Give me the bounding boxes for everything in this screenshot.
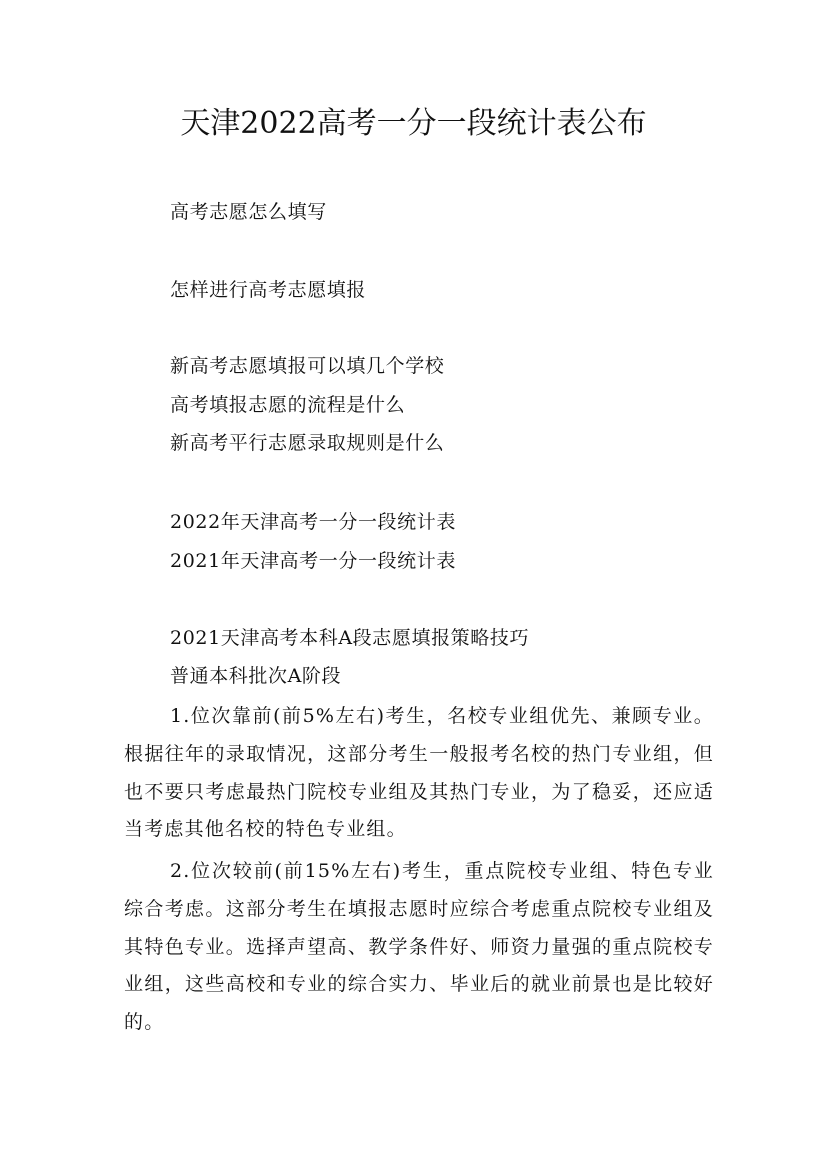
link-2022-score-table[interactable]: 2022年天津高考一分一段统计表	[170, 511, 456, 533]
link-how-to-apply[interactable]: 怎样进行高考志愿填报	[170, 279, 367, 301]
link-parallel-admission-rules[interactable]: 新高考平行志愿录取规则是什么	[170, 432, 445, 454]
section-heading: 2021天津高考本科A段志愿填报策略技巧	[170, 627, 530, 649]
document-title: 天津2022高考一分一段统计表公布	[180, 106, 647, 141]
paragraph-2: 2.位次较前(前15%左右)考生，重点院校专业组、特色专业综合考虑。这部分考生在填报志愿时应综合考虑重点院校专业组及其特色专业。选择声望高、教学条件好、师资力量强的重点院校专业组，这些高校和专业的综合实力、毕业后的就业前景也是比较好的。	[124, 860, 714, 1034]
link-application-process[interactable]: 高考填报志愿的流程是什么	[170, 394, 406, 416]
link-how-to-fill[interactable]: 高考志愿怎么填写	[170, 201, 327, 223]
paragraph-1: 1.位次靠前(前5%左右)考生，名校专业组优先、兼顾专业。根据往年的录取情况，这部分考生一般报考名校的热门专业组，但也不要只考虑最热门院校专业组及其热门专业，为了稳妥，还应适当考虑其他名校的特色专业组。	[124, 705, 714, 841]
link-how-many-schools[interactable]: 新高考志愿填报可以填几个学校	[170, 355, 445, 377]
subheading: 普通本科批次A阶段	[170, 665, 342, 687]
link-2021-score-table[interactable]: 2021年天津高考一分一段统计表	[170, 550, 456, 572]
